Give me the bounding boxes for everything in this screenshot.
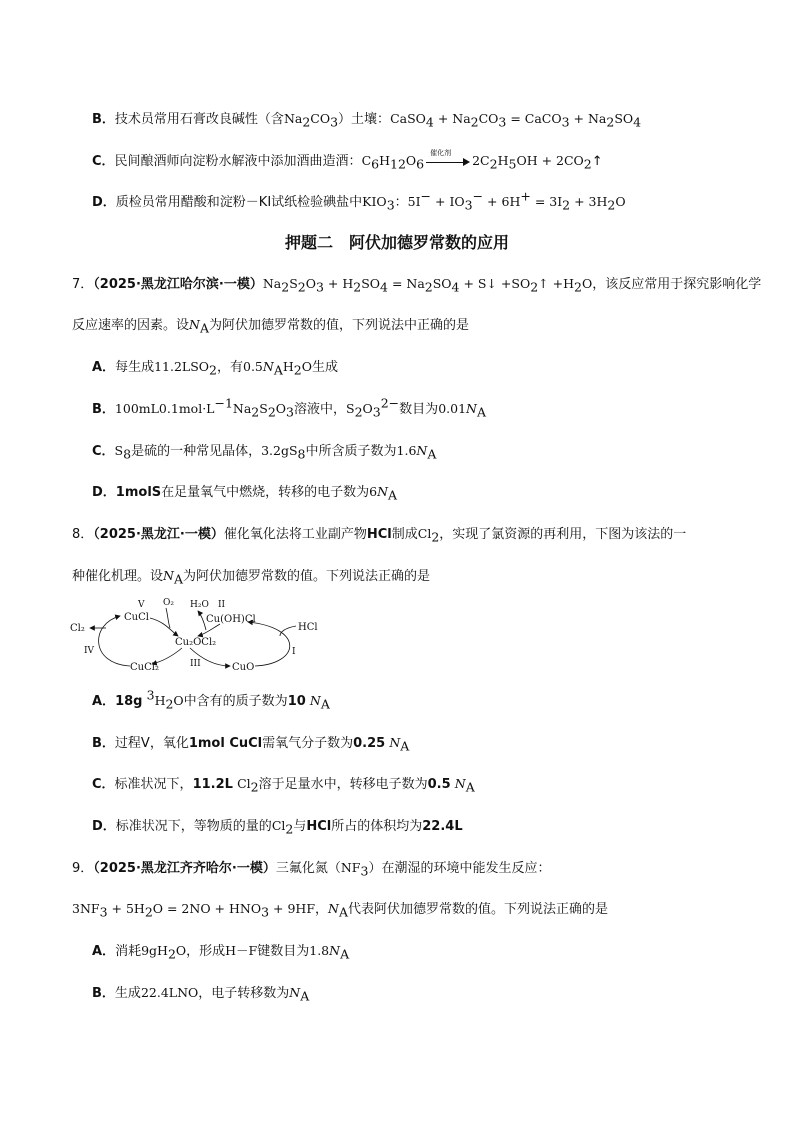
arrow-h2o-out <box>198 611 206 630</box>
label-iv: IV <box>84 646 95 656</box>
question-7-option-c: C．$S_8$是硫的一种常见晶体，$3.2gS_8$中所含质子数为$1.6N_A$ <box>92 443 437 462</box>
question-8-option-b: B．过程Ⅴ，氧化1mol CuCl需氧气分子数为0.25 $N_A$ <box>92 735 410 754</box>
arrow-hcl-in <box>280 626 296 636</box>
label-hcl: HCl <box>298 622 318 633</box>
option-c-q6: C．民间酿酒师向淀粉水解液中添加酒曲造酒：$C_6H_{12}O_6$ 催化剂 $2C_2H_5OH$ + $2CO_2↑$ <box>92 148 603 172</box>
reaction-arrow: 催化剂 <box>426 156 470 168</box>
question-8-option-c: C．标准状况下，11.2L $Cl_2$溶于足量水中，转移电子数为0.5 $N_A$ <box>92 776 475 795</box>
question-9-option-a: A．消耗$9gH_2O$，形成H－F键数目为$1.8N_A$ <box>92 943 350 962</box>
question-9-line1: 9．（2025·黑龙江齐齐哈尔·一模）三氟化氮$(NF_3)$在潮湿的环境中能发生反应： <box>72 860 551 879</box>
arrow-ii <box>198 624 220 636</box>
label-cuo: CuO <box>232 662 255 673</box>
label-h2o: H₂O <box>190 600 209 610</box>
arrow-o2-in <box>166 608 170 628</box>
question-8-line1: 8．（2025·黑龙江·一模）催化氧化法将工业副产物HCl制成$Cl_2$，实现了氯资源的再利用，下图为该法的一 <box>72 526 687 545</box>
label-iii: III <box>190 659 201 669</box>
arrow-i-cycle <box>248 622 290 666</box>
option-d-q6: D．质检员常用醋酸和淀粉－KI试纸检验碘盐中$KIO_3$：$5I^- + IO_3^- + 6H^+ = 3I_2 + 3H_2O$ <box>92 188 626 213</box>
label-cl2: Cl₂ <box>70 623 85 634</box>
question-7-option-d: D．1molS在足量氧气中燃烧，转移的电子数为$6N_A$ <box>92 484 398 503</box>
question-7-option-a: A．每生成$11.2LSO_2$，有$0.5N_AH_2O$生成 <box>92 359 338 378</box>
label-cuohcl: Cu(OH)Cl <box>206 614 256 625</box>
question-8-option-a: A．18g $^3H_2O$中含有的质子数为10 $N_A$ <box>92 687 330 712</box>
question-7-line2: 反应速率的因素。设$N_A$为阿伏加德罗常数的值，下列说法中正确的是 <box>72 317 469 336</box>
option-b-q6: B．技术员常用石膏改良碱性（含$Na_2CO_3$）土壤：CaSO$_4$ + $Na_2CO_3$ = CaCO$_3$ + $Na_2SO_4$ <box>92 111 642 130</box>
question-7-line1: 7．（2025·黑龙江哈尔滨·一模）$Na_2S_2O_3 + H_2SO_4 = Na_2SO_4$ + S↓ $+SO_2↑ +H_2O$，该反应常用于探究影响化学 <box>72 276 762 295</box>
label-o2: O₂ <box>163 598 174 608</box>
question-7-option-b: B．$100mL0.1mol\cdot L^{-1}Na_2S_2O_3$溶液中，$S_2O_3^{2-}$数目为$0.01N_A$ <box>92 395 486 420</box>
question-9-line2: $3NF_3 + 5H_2O = 2NO + HNO_3 + 9HF$，$N_A$代表阿伏加德罗常数的值。下列说法正确的是 <box>72 901 608 920</box>
section-title: 押题二 阿伏加德罗常数的应用 <box>284 233 509 252</box>
label-cucl: CuCl <box>124 612 149 623</box>
label-cu2ocl2: Cu₂OCl₂ <box>175 637 217 648</box>
question-8-line2: 种催化机理。设$N_A$为阿伏加德罗常数的值。下列说法正确的是 <box>72 568 430 587</box>
arrow-v <box>150 618 178 636</box>
question-8-option-d: D．标准状况下，等物质的量的$Cl_2$与HCl所占的体积均为22.4L <box>92 818 463 837</box>
catalytic-cycle-diagram <box>70 592 330 682</box>
arrow-iv-cycle <box>99 616 130 666</box>
question-9-option-b: B．生成22.4LNO，电子转移数为$N_A$ <box>92 985 310 1004</box>
label-v: V <box>138 600 145 610</box>
label-cucl2: CuCl₂ <box>130 662 159 673</box>
label-ii: II <box>218 600 226 610</box>
label-i: I <box>292 647 296 657</box>
